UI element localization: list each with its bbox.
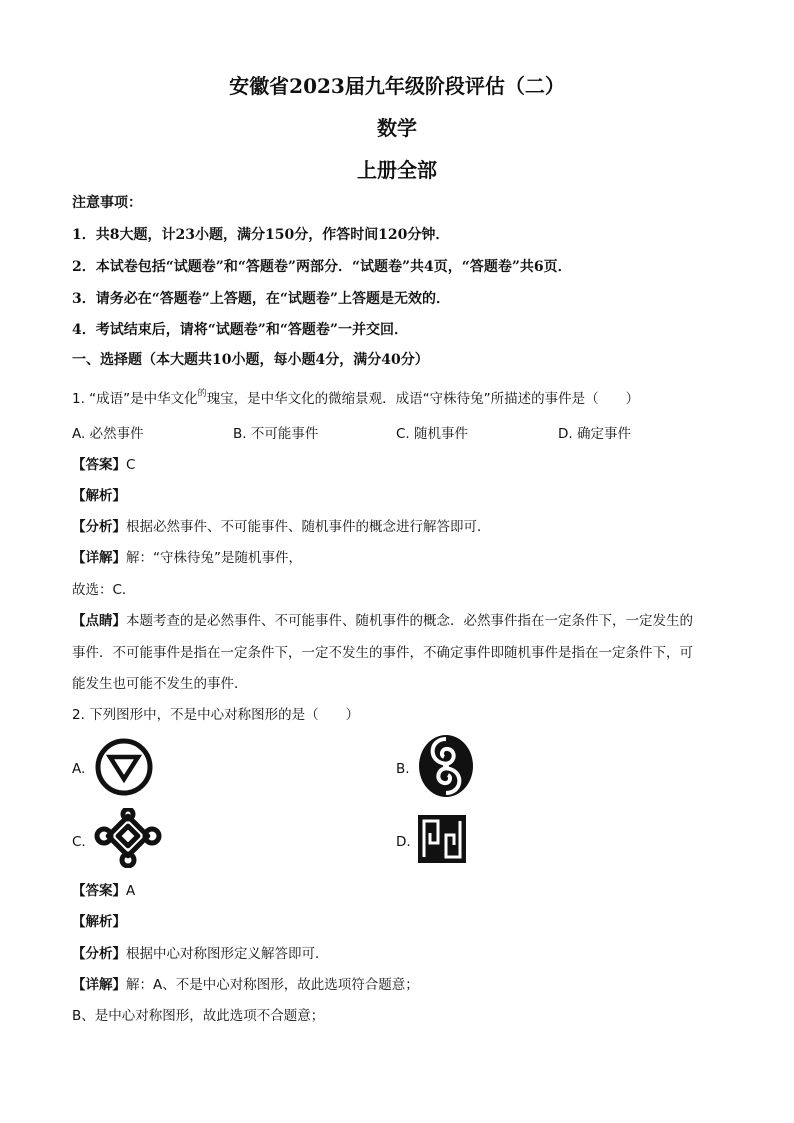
q2-fenxi-tag: 【分析】 <box>72 946 126 962</box>
q1-answer <box>72 453 135 473</box>
q1-dianjing-text-1: 本题考查的是必然事件、不可能事件、随机事件的概念．必然事件指在一定条件下，一定发生的 <box>126 613 693 629</box>
q1-stem-part-b: 瑰宝，是中华文化的微缩景观．成语“守株待兔”所描述的事件是（ ） <box>206 391 640 407</box>
chinese-knot-figure <box>94 808 162 868</box>
q1-option-d: D. 确定事件 <box>558 426 631 442</box>
q1-choose: 故选：C． <box>72 582 136 598</box>
q2-option-b-label: B. <box>396 761 410 777</box>
q2-option-c-label: C. <box>72 834 86 850</box>
q2-option-a-label: A. <box>72 761 86 777</box>
q1-stem-superscript: 的 <box>197 389 207 399</box>
q1-dianjing-3: 能发生也可能不发生的事件． <box>72 676 248 692</box>
q1-dianjing-2: 事件．不可能事件是指在一定条件下，一定不发生的事件，不确定事件即随机事件是指在一定条件下，可 <box>72 645 693 661</box>
notice-item-4: 4．考试结束后，请将“试题卷”和“答题卷”一并交回． <box>72 322 408 338</box>
q2-answer <box>72 879 135 899</box>
q1-fenxi-tag: 【分析】 <box>72 519 126 535</box>
q2-line-b: B、是中心对称图形，故此选项不合题意； <box>72 1008 325 1024</box>
notice-item-1: 1．共8大题，计23小题，满分150分，作答时间120分钟． <box>72 227 450 243</box>
q2-answer-value: A <box>126 883 136 899</box>
section-heading: 一、选择题（本大题共10小题，每小题4分，满分40分） <box>72 352 429 368</box>
q1-xiangjie <box>72 546 302 566</box>
q1-dianjing-1 <box>72 609 693 629</box>
q1-fenxi-text: 根据必然事件、不可能事件、随机事件的概念进行解答即可． <box>126 519 491 535</box>
key-pattern-figure <box>417 814 467 864</box>
q2-xiangjie-text: 解：A、不是中心对称图形，故此选项符合题意； <box>126 977 419 993</box>
q1-analysis-tag: 【解析】 <box>72 488 126 504</box>
q1-dianjing-tag: 【点睛】 <box>72 613 126 629</box>
q2-stem: 2. 下列图形中，不是中心对称图形的是（ ） <box>72 707 360 723</box>
q1-stem-part-a: 1. “成语”是中华文化 <box>72 391 198 407</box>
exam-subject: 数学 <box>377 116 417 140</box>
q1-option-a: A. 必然事件 <box>72 426 144 442</box>
q2-fenxi <box>72 942 329 962</box>
q2-answer-tag: 【答案】 <box>72 883 126 899</box>
q1-answer-value: C <box>126 457 136 473</box>
q2-xiangjie <box>72 973 419 993</box>
q2-xiangjie-tag: 【详解】 <box>72 977 126 993</box>
q1-stem <box>72 387 639 407</box>
swirl-disc-figure <box>416 733 476 799</box>
q2-option-d-label: D. <box>396 834 411 850</box>
q1-answer-tag: 【答案】 <box>72 457 126 473</box>
q2-analysis-tag: 【解析】 <box>72 914 126 930</box>
notice-item-3: 3．请务必在“答题卷”上答题，在“试题卷”上答题是无效的． <box>72 291 450 307</box>
notice-item-2: 2．本试卷包括“试题卷”和“答题卷”两部分．“试题卷”共4页，“答题卷”共6页． <box>72 259 572 275</box>
notice-heading: 注意事项： <box>72 195 142 211</box>
q1-fenxi <box>72 515 491 535</box>
circle-triangle-figure <box>94 737 154 797</box>
q2-fenxi-text: 根据中心对称图形定义解答即可． <box>126 946 329 962</box>
q1-xiangjie-text: 解：“守株待兔”是随机事件， <box>126 550 302 566</box>
exam-scope: 上册全部 <box>357 158 437 182</box>
exam-title: 安徽省2023届九年级阶段评估（二） <box>229 74 565 98</box>
q1-xiangjie-tag: 【详解】 <box>72 550 126 566</box>
q1-option-b: B. 不可能事件 <box>233 426 319 442</box>
q1-option-c: C. 随机事件 <box>396 426 469 442</box>
